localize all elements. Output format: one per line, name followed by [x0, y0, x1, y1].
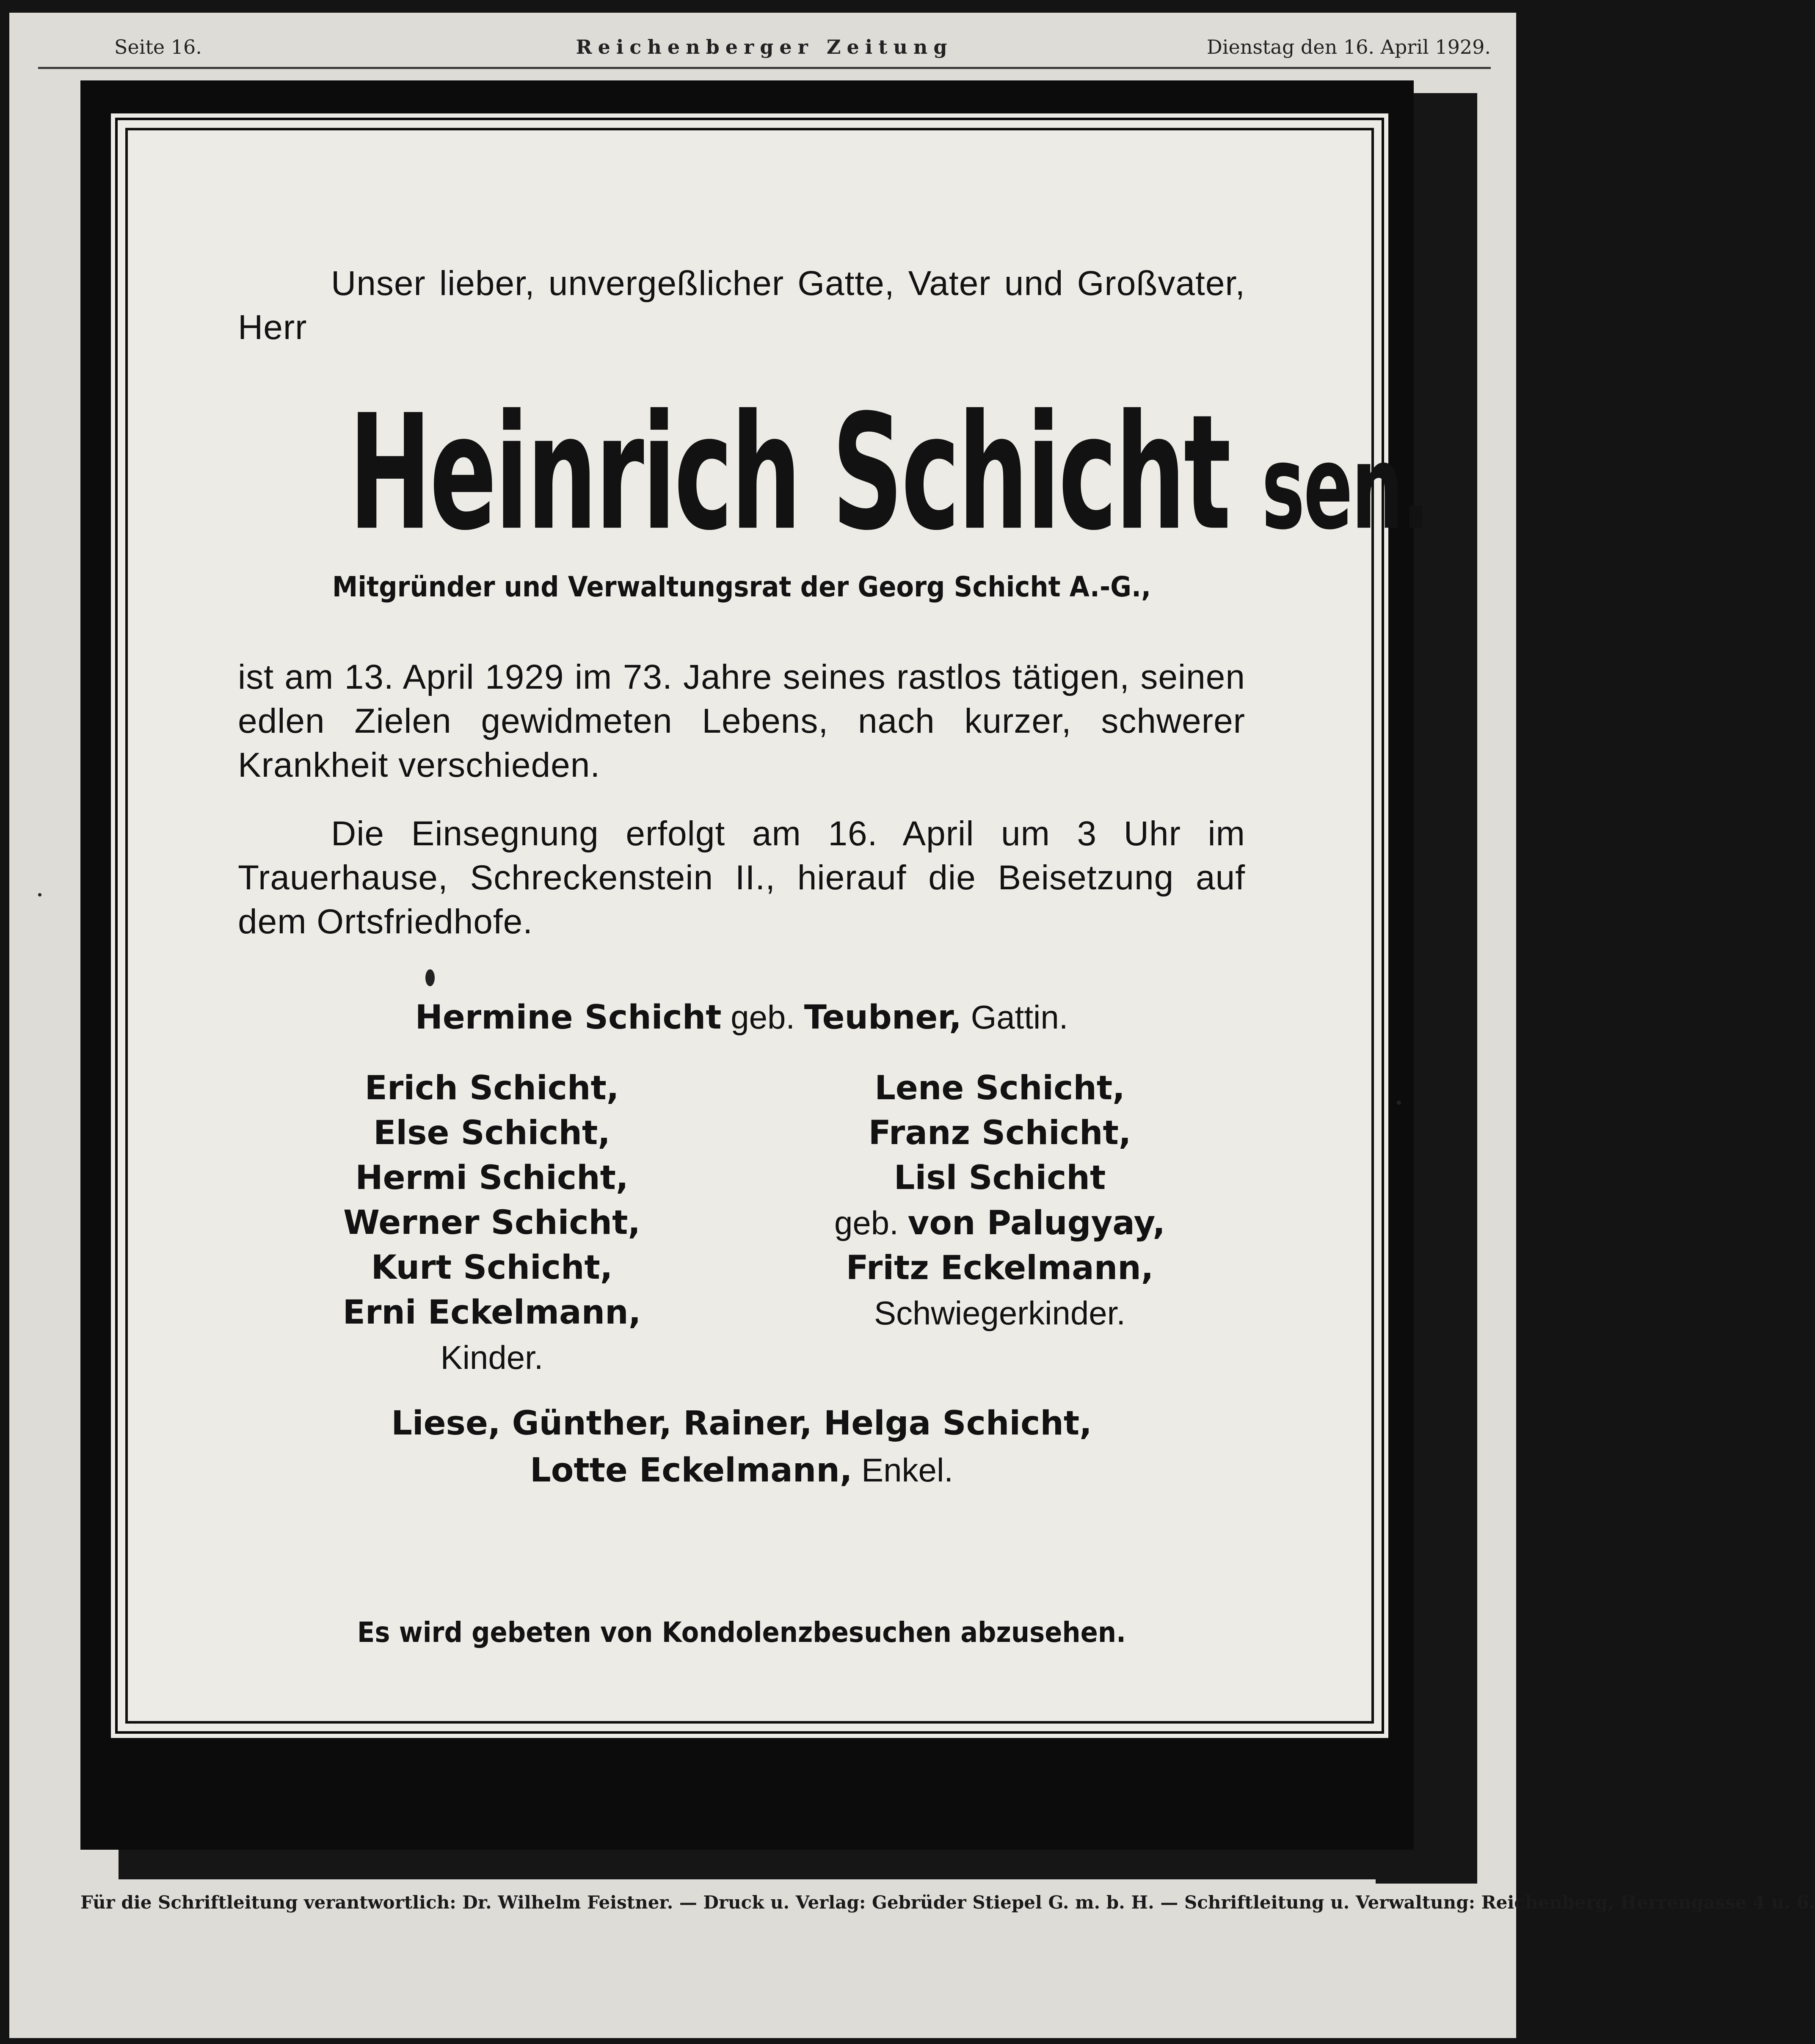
deceased-name-text: Heinrich Schicht: [348, 381, 1229, 565]
inlaw-name: Lisl Schicht: [894, 1159, 1106, 1197]
inlaw-name: Franz Schicht,: [868, 1114, 1131, 1152]
children-label: Kinder.: [440, 1339, 543, 1376]
ink-speck: [38, 893, 41, 896]
widow-line: [238, 998, 1245, 1037]
child-name: Else Schicht,: [373, 1114, 610, 1152]
widow-relation: Gattin.: [971, 999, 1068, 1036]
inlaw-maiden-line: [746, 1200, 1254, 1246]
deceased-name: [348, 381, 1429, 572]
intro-text: Unser lieber, unvergeßlicher Gatte, Vater und Großvater, Herr: [238, 264, 1245, 347]
inlaw-geb: geb.: [834, 1204, 899, 1241]
child-name: Erni Eckelmann,: [342, 1294, 641, 1332]
grandchildren-label: Enkel.: [861, 1451, 953, 1489]
child-name: Erich Schicht,: [364, 1069, 619, 1107]
children-list: [238, 1066, 746, 1380]
ink-speck: [425, 969, 435, 986]
imprint-footer: Für die Schriftleitung verantwortlich: Dr. Wilhelm Feistner. — Druck u. Verlag: Gebrüder Stiepel G. m. b. H. — Schriftleitung u. Verwaltung: Reichenberg, Herrengasse 4 u. 6.: [80, 1892, 1815, 1913]
page-number: Seite 16.: [114, 36, 202, 58]
name-suffix: sen.: [1261, 419, 1429, 555]
widow-maiden-name: Teubner,: [804, 999, 962, 1037]
widow-name: Hermine Schicht: [415, 999, 722, 1037]
widow-geb: geb.: [731, 999, 795, 1036]
obituary-panel: [111, 113, 1429, 1738]
grandchild-name: Lotte Eckelmann,: [530, 1451, 852, 1490]
newspaper-title: Reichenberger Zeitung: [576, 36, 953, 58]
death-announcement: ist am 13. April 1929 im 73. Jahre seines rastlos tätigen, seinen edlen Zielen gewidmeten Lebens, nach kurzer, schwerer Krankheit verschieden.: [238, 658, 1245, 784]
inlaw-maiden-name: von Palugyay,: [908, 1204, 1165, 1242]
inlaws-list: [746, 1066, 1254, 1335]
issue-date: Dienstag den 16. April 1929.: [1206, 36, 1491, 58]
inlaws-label: Schwiegerkinder.: [874, 1294, 1125, 1332]
grandchildren-line-2: [238, 1451, 1245, 1490]
masthead: [38, 33, 1491, 69]
child-name: Kurt Schicht,: [371, 1249, 613, 1287]
inlaw-name: Lene Schicht,: [874, 1069, 1125, 1107]
condolence-request: Es wird gebeten von Kondolenzbesuchen abzusehen.: [357, 1616, 1126, 1649]
deceased-role: Mitgründer und Verwaltungsrat der Georg Schicht A.-G.,: [332, 571, 1151, 603]
ink-speck: [1397, 1101, 1401, 1105]
inlaw-name: Fritz Eckelmann,: [846, 1249, 1154, 1287]
grandchildren-line-1: Liese, Günther, Rainer, Helga Schicht,: [391, 1404, 1092, 1443]
child-name: Werner Schicht,: [343, 1204, 641, 1242]
funeral-details: Die Einsegnung erfolgt am 16. April um 3 Uhr im Trauerhause, Schreckenstein II., hierauf die Beisetzung auf dem Ortsfriedhofe.: [238, 814, 1245, 941]
child-name: Hermi Schicht,: [355, 1159, 629, 1197]
